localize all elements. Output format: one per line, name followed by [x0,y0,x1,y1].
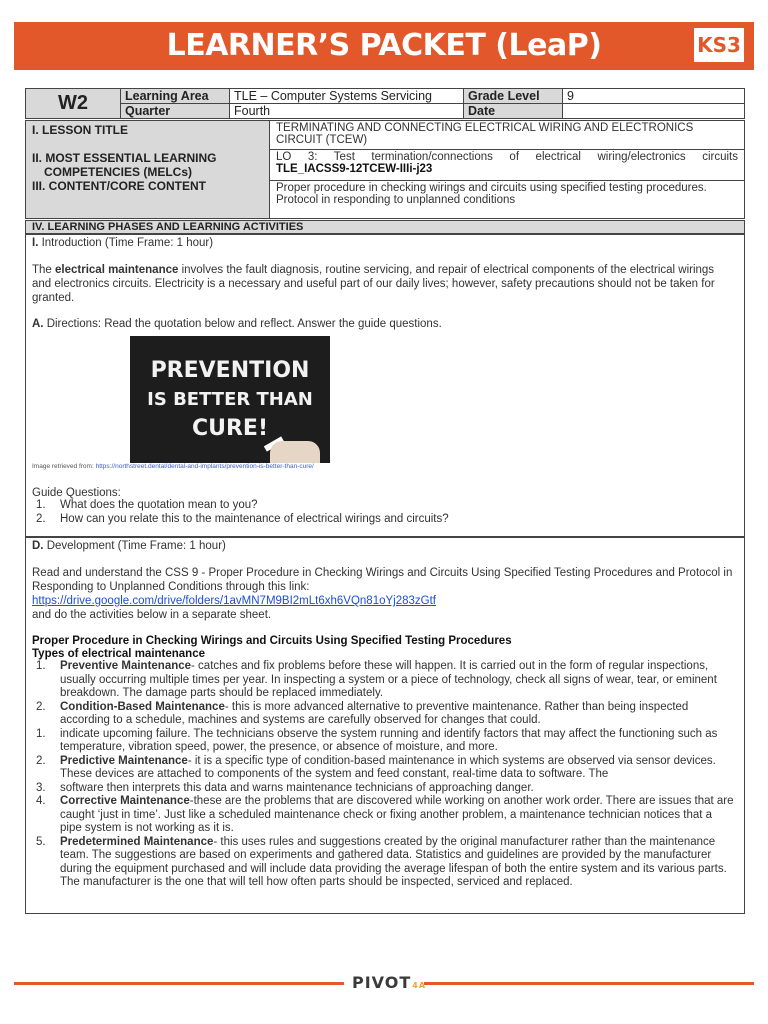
melc-value [270,150,744,181]
item-term: Predictive Maintenance [60,754,188,767]
quarter-value: Fourth [230,104,464,119]
content-line2: Protocol in responding to unplanned conditions [276,194,516,206]
item-term: Preventive Maintenance [60,660,192,672]
packet-banner [14,22,754,70]
guide-question [32,499,734,513]
types-heading: Types of electrical maintenance [32,648,205,660]
header-table [25,88,745,119]
image-line3: CURE! [191,416,268,441]
quarter-label: Quarter [121,104,230,119]
item-desc: indicate upcoming failure. The technicians observe the system running and identify factors that may affect the functioning such as temperature, vibration speed, power, the presence, or absence of moisture, and more. [60,727,718,753]
guide-question-num: 1. [36,499,46,511]
dev-paragraph [32,566,736,622]
guide-question-text: What does the quotation mean to you? [60,499,258,511]
item-num: 1. [36,660,46,672]
item-term: Predetermined Maintenance [60,835,214,848]
intro-heading-text: Introduction (Time Frame: 1 hour) [38,237,214,249]
maintenance-item [32,701,734,728]
item-term: Corrective Maintenance [60,795,190,807]
content-line1: Proper procedure in checking wirings and circuits using specified testing procedures. [276,182,707,194]
pivot-logo [352,973,426,992]
lesson-title-value: TERMINATING AND CONNECTING ELECTRICAL WIRING AND ELECTRONICS CIRCUIT (TCEW) [270,121,744,150]
learning-area-value: TLE – Computer Systems Servicing [230,89,464,104]
dev-heading-text: Development (Time Frame: 1 hour) [43,540,226,552]
item-num: 2. [36,700,46,713]
learning-phases-header: IV. LEARNING PHASES AND LEARNING ACTIVITIES [25,220,745,234]
intro-para-post: involves the fault diagnosis, routine servicing, and repair of electrical components of the electrical wirings and electronics circuits. Electricity is a necessary and useful part of our daily lives; however, safety precautions should not be taken for granted. [32,264,715,304]
image-caption [130,356,330,443]
lesson-info-section [25,120,745,219]
directions-text: Directions: Read the quotation below and reflect. Answer the guide questions. [43,318,442,330]
directions-label: A. [32,318,44,330]
footer-line-left [14,982,344,985]
lesson-values [270,121,744,221]
maintenance-list [32,660,734,890]
packet-title: LEARNER’S PACKET (LeaP) [166,28,602,63]
pivot-logo-suffix: 4A [412,981,427,990]
dev-heading [32,539,736,553]
drive-link[interactable]: https://drive.google.com/drive/folders/1avMN7M9BI2mLt6xh6VQn81oYj283zGtf [32,595,436,607]
maintenance-item [32,782,734,796]
credit-label: Image retrieved from: [32,463,96,470]
melc-text: LO 3: Test termination/connections of electrical wiring/electronics circuits [276,151,738,163]
item-num: 2. [36,754,46,767]
dev-para-text: Read and understand the CSS 9 - Proper Procedure in Checking Wirings and Circuits Using Specified Testing Procedures and Protocol in Responding to Unplanned Conditions through this link: [32,567,733,593]
grade-level-label: Grade Level [464,89,563,104]
melc-label-line2: COMPETENCIES (MELCs) [44,165,193,179]
dev-heading-num: D. [32,540,44,552]
content-value [270,181,744,221]
learning-area-label: Learning Area [121,89,230,104]
content-label: III. CONTENT/CORE CONTENT [32,179,206,193]
hand-icon [270,441,320,463]
item-desc: - catches and fix problems before these will happen. It is carried out in the form of regular inspections, usually occurring multiple times per year. In inspecting a system or a piece of technology, check all signs of wear, tear, or eminent breakdown. The damage parts should be replaced immediately. [60,660,717,699]
date-value[interactable] [563,104,745,119]
maintenance-item [32,728,734,755]
item-num: 4. [36,795,46,807]
intro-heading-num: I. [32,237,39,249]
item-desc: - this uses rules and suggestions created by the original manufacturer rather than the maintenance team. The suggestions are based on experiments and gathered data. Statistics and guidelines are provided by the manufacturer during the equipment purchased and will include data providing the average lifespan of both the entire system and its various parts. The manufacturer is the one that will tell how often parts should be inspected, serviced and replaced. [60,835,727,888]
ks3-badge: KS3 [694,28,744,62]
dev-link-line [32,594,736,608]
item-num: 1. [36,727,46,740]
item-num: 3. [36,781,46,794]
intro-para-pre: The [32,264,56,276]
image-line1: PREVENTION [150,358,310,383]
melc-code: TLE_IACSS9-12TCEW-IIIi-j23 [276,163,433,175]
development-section [25,537,745,914]
grade-level-value: 9 [563,89,745,104]
melc-label-line1: II. MOST ESSENTIAL LEARNING [32,151,217,165]
date-label: Date [464,104,563,119]
prevention-image [130,336,330,463]
directions [32,317,736,331]
maintenance-item [32,755,734,782]
item-desc: software then interprets this data and warns maintenance technicians of approaching danger. [60,781,534,794]
guide-questions-heading: Guide Questions: [32,487,121,499]
footer-line-right [424,982,754,985]
guide-question-num: 2. [36,512,46,525]
introduction-section [25,234,745,537]
week-label: W2 [26,89,121,119]
maintenance-item [32,836,734,890]
intro-paragraph [32,263,736,305]
intro-para-bold: electrical maintenance [55,264,179,276]
item-desc: - this is more advanced alternative to preventive maintenance. Rather than being inspected according to a schedule, machines and systems are carefully observed for changes that could. [60,700,689,726]
guide-question [32,513,734,527]
lesson-title-label: I. LESSON TITLE [32,123,129,137]
item-desc: -these are the problems that are discovered while working on another work order. There are issues that are caught ‘just in time’. Just like a scheduled maintenance check or fixing another problem, a maintenance technician notices that a pipe system is not working as it is. [60,795,734,834]
item-num: 5. [36,835,46,848]
lesson-labels [26,121,270,218]
intro-heading [32,236,736,250]
guide-questions-list [32,499,734,526]
procedure-subheading: Proper Procedure in Checking Wirings and Circuits Using Specified Testing Procedures [32,635,512,647]
pivot-logo-text: PIVOT [352,973,412,992]
item-desc: - it is a specific type of condition-based maintenance in which systems are observed via sensor devices. These devices are attached to components of the system and feed constant, real-time data to software. The [60,754,716,780]
credit-link[interactable]: https://northstreet.dental/dental-and-implants/prevention-is-better-than-cure/ [95,463,314,470]
dev-after-link: and do the activities below in a separate sheet. [32,609,272,621]
image-line2: IS BETTER THAN [147,389,313,410]
maintenance-item [32,795,734,836]
image-credit [32,463,314,470]
maintenance-item [32,660,734,701]
guide-question-text: How can you relate this to the maintenance of electrical wirings and circuits? [60,512,449,525]
item-term: Condition-Based Maintenance [60,700,225,713]
